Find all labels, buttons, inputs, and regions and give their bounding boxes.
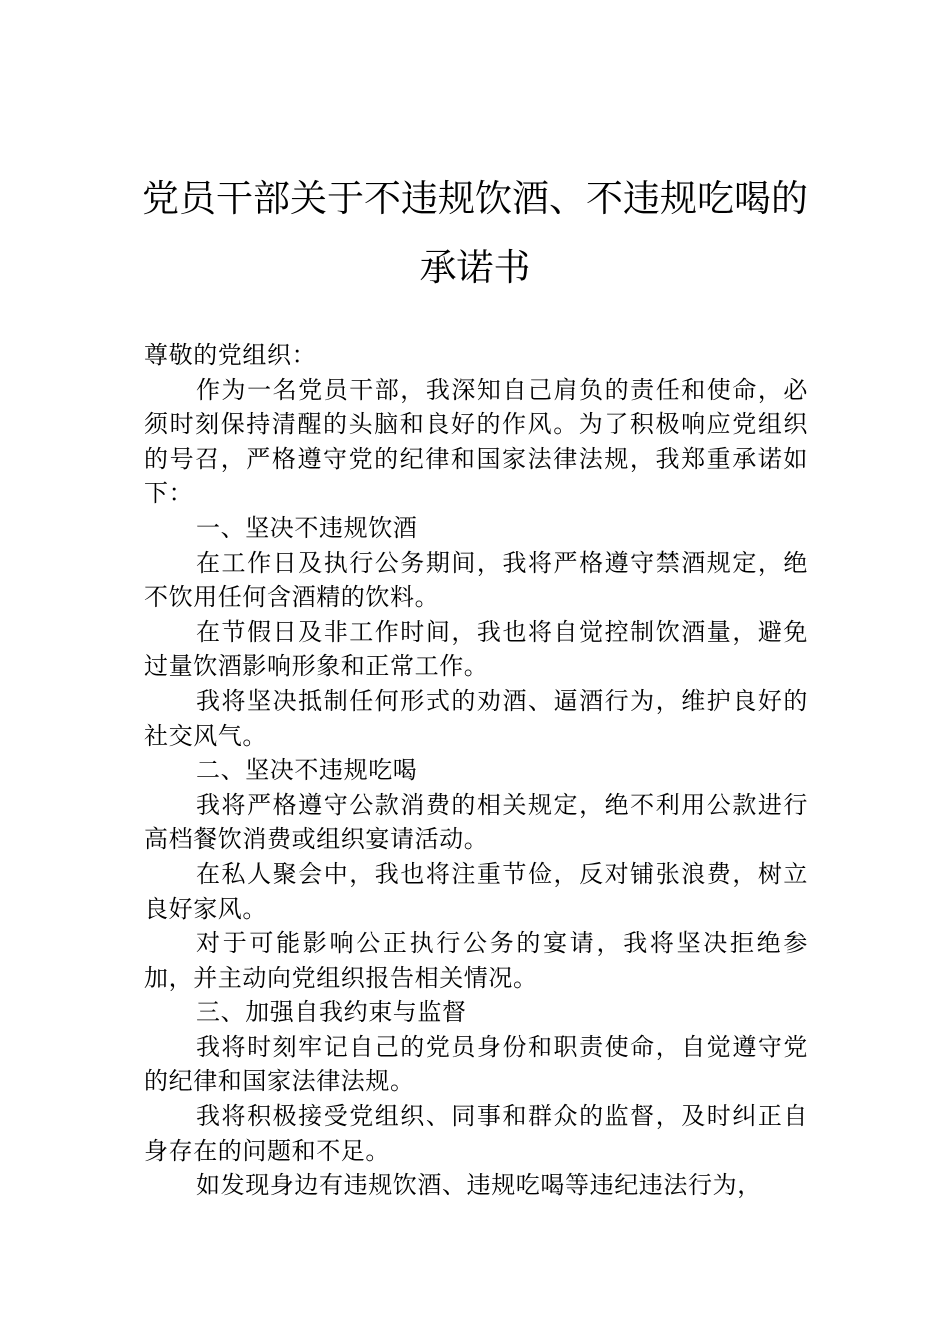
document-body [144,338,808,1203]
section-3-paragraph-3: 如发现身边有违规饮酒、违规吃喝等违纪违法行为， [196,1171,762,1200]
section-3-paragraph-2: 我将积极接受党组织、同事和群众的监督，及时纠正自身存在的问题和不足。 [144,1102,808,1165]
section-3-paragraph-1: 我将时刻牢记自己的党员身份和职责使命，自觉遵守党的纪律和国家法律法规。 [144,1032,808,1096]
section-heading-2: 二、坚决不违规吃喝 [196,756,418,785]
section-2-paragraph-3: 对于可能影响公正执行公务的宴请，我将坚决拒绝参加，并主动向党组织报告相关情况。 [144,929,808,992]
section-heading-3: 三、加强自我约束与监督 [196,998,467,1027]
section-2-paragraph-2: 在私人聚会中，我也将注重节俭，反对铺张浪费，树立良好家风。 [144,859,808,923]
section-1-paragraph-1: 在工作日及执行公务期间，我将严格遵守禁酒规定，绝不饮用任何含酒精的饮料。 [144,548,808,612]
section-1-paragraph-3: 我将坚决抵制任何形式的劝酒、逼酒行为，维护良好的社交风气。 [144,686,808,750]
document-title-line-2: 承诺书 [419,246,531,289]
document-title-line-1: 党员干部关于不违规饮酒、不违规吃喝的 [142,177,808,220]
salutation: 尊敬的党组织： [144,341,317,369]
section-2-paragraph-1: 我将严格遵守公款消费的相关规定，绝不利用公款进行高档餐饮消费或组织宴请活动。 [144,790,808,854]
section-heading-1: 一、坚决不违规饮酒 [196,513,418,542]
intro-paragraph: 作为一名党员干部，我深知自己肩负的责任和使命，必须时刻保持清醒的头脑和良好的作风。为了积极响应党组织的号召，严格遵守党的纪律和国家法律法规，我郑重承诺如下： [144,375,808,508]
section-1-paragraph-2: 在节假日及非工作时间，我也将自觉控制饮酒量，避免过量饮酒影响形象和正常工作。 [144,617,808,681]
